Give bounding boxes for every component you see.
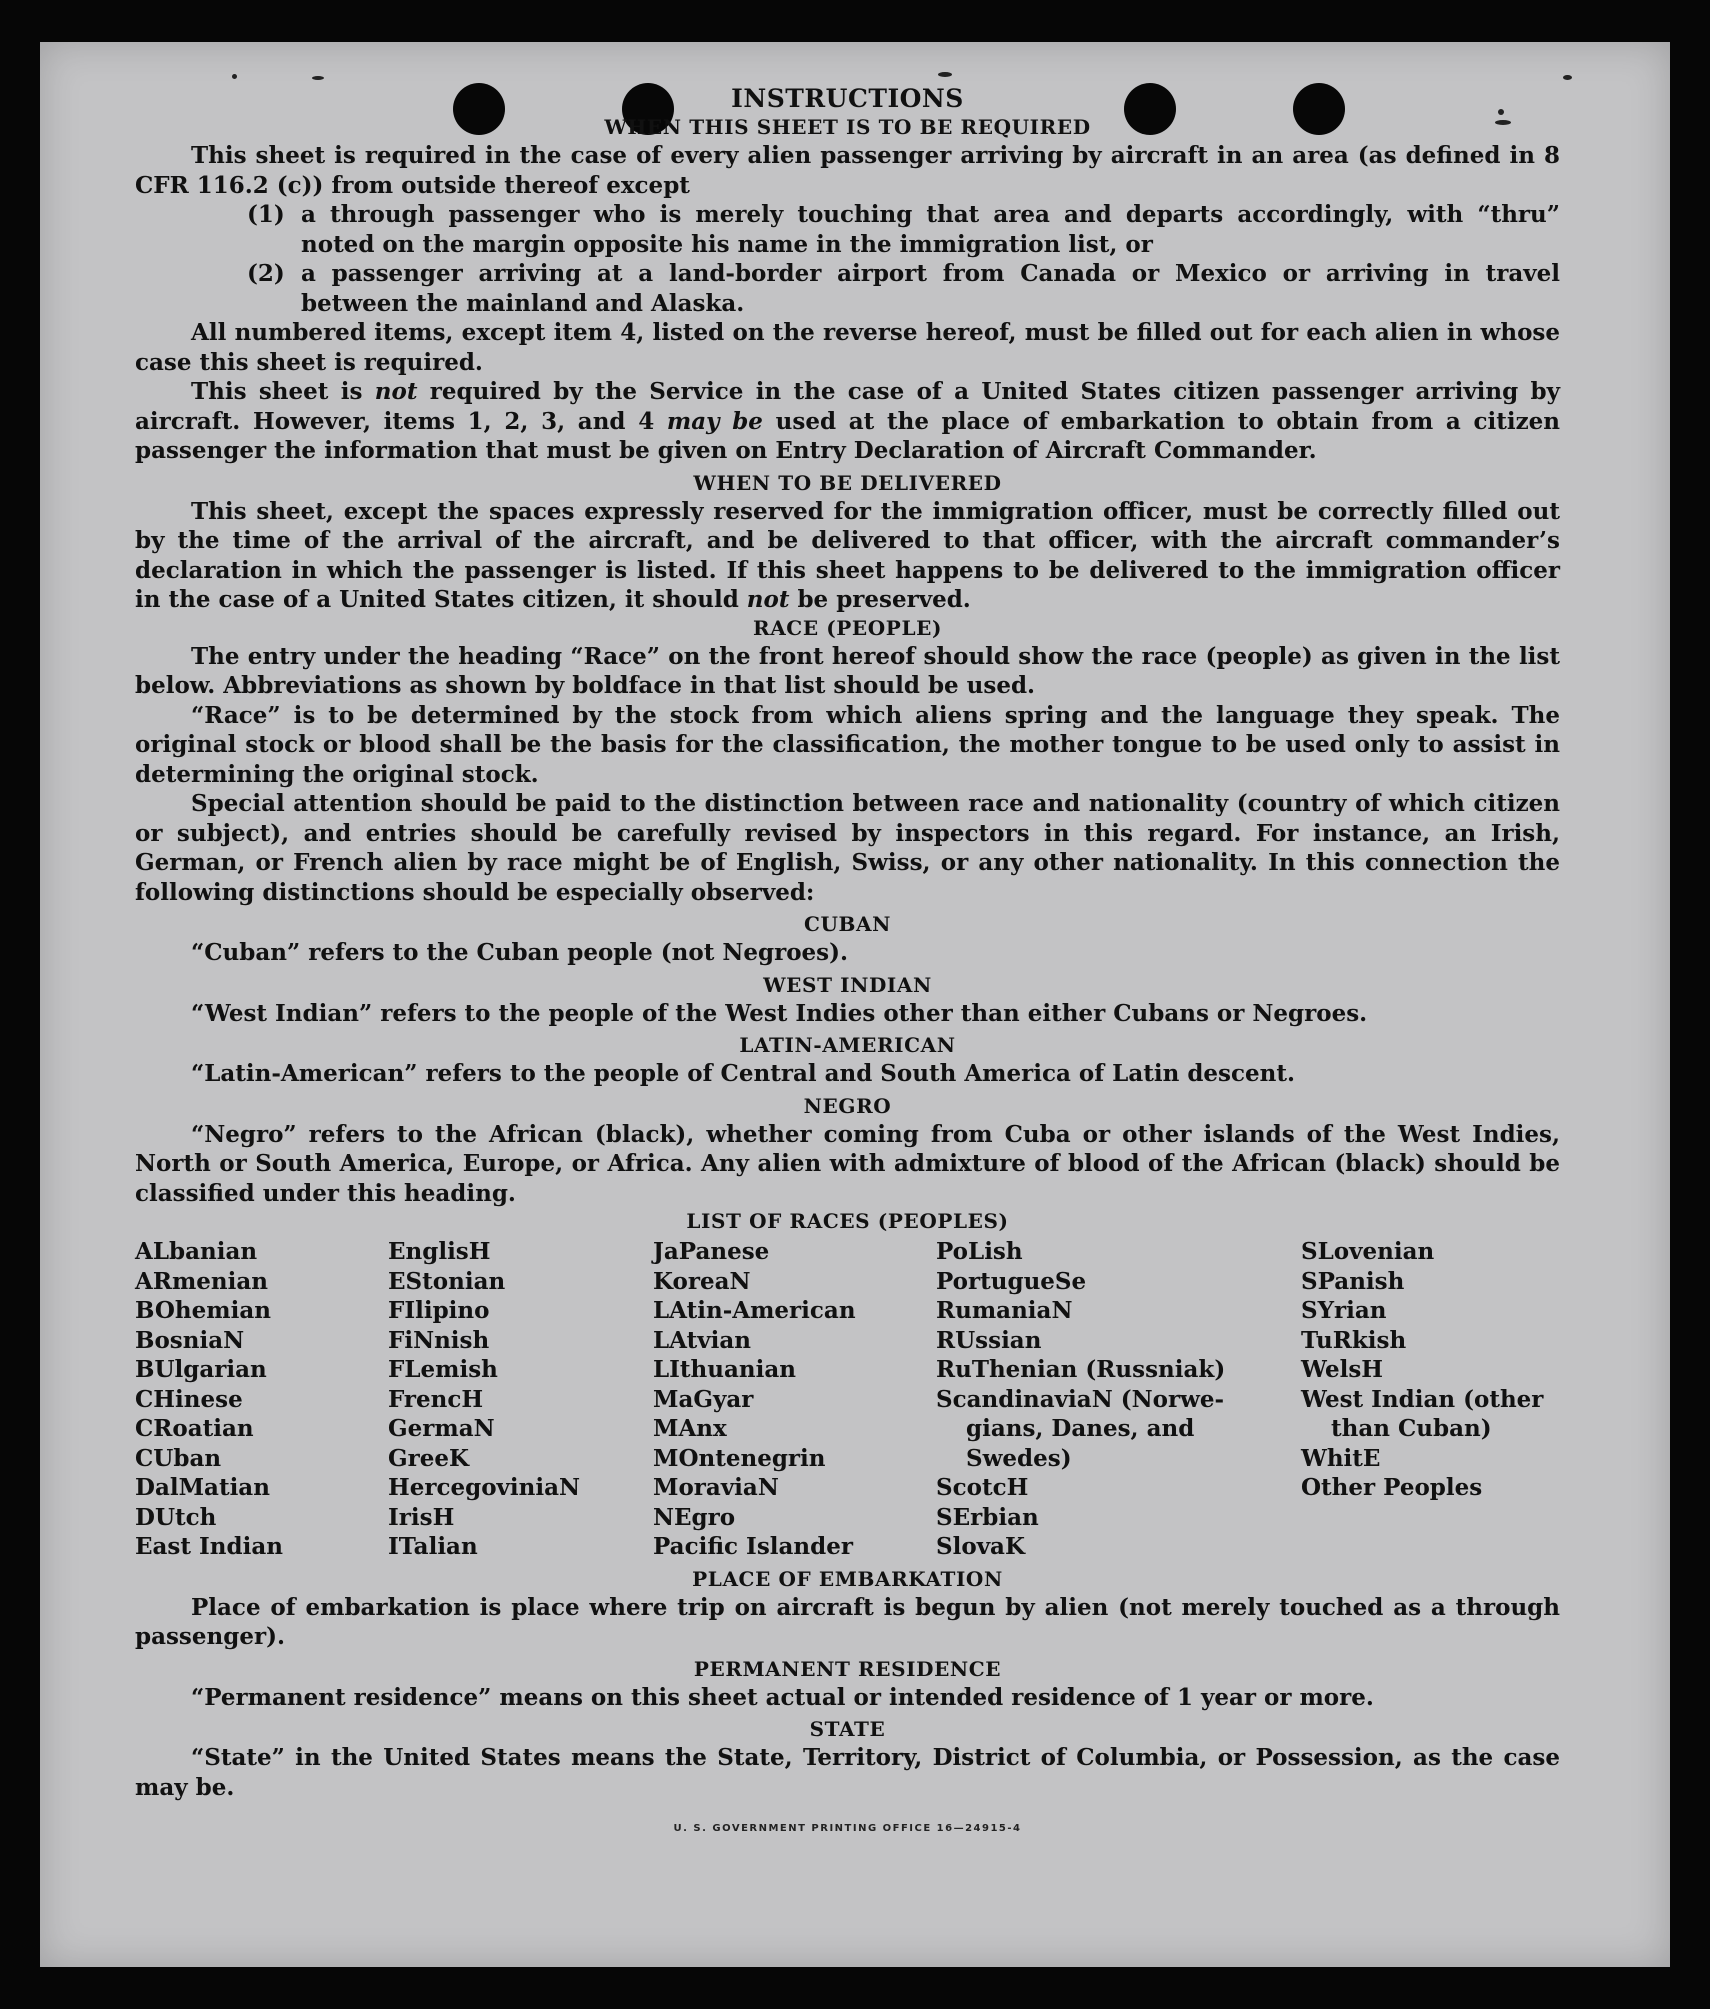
race-item: SErbian [936, 1503, 1039, 1531]
race-item: TuRkish [1301, 1326, 1407, 1354]
race-item: HercegoviniaN [388, 1474, 581, 1501]
race-item: SLovenian [1301, 1238, 1435, 1265]
race-item: FIlipino [388, 1297, 490, 1324]
race-column [936, 1237, 1301, 1562]
race-item: LAtvian [653, 1326, 751, 1354]
race-item: PortugueSe [936, 1267, 1087, 1295]
race-item: PoLish [936, 1238, 1023, 1265]
race-item: JaPanese [653, 1238, 770, 1265]
text-run: This sheet is [191, 378, 375, 405]
race-item: CRoatian [135, 1415, 254, 1442]
race-list [135, 1237, 1560, 1562]
paragraph: “West Indian” refers to the people of the West Indies other than either Cubans or Negroes. [191, 999, 1368, 1027]
item-number: (2) [247, 260, 285, 287]
paragraph: The entry under the heading “Race” on the front hereof should show the race (people) as given in the list below. Abbreviations as shown by boldface in that list should be used. [135, 642, 1560, 699]
race-item: ScotcH [936, 1474, 1029, 1501]
item-text: a passenger arriving at a land-border airport from Canada or Mexico or arriving in travel between the mainland and Alaska. [301, 260, 1560, 317]
item-number: (1) [247, 201, 285, 228]
text-run: This sheet, except the spaces expressly reserved for the immigration officer, must be correctly filled out by the time of the arrival of the aircraft, and be delivered to that officer, with the aircraft commander’s declaration in which the passenger is listed. If this sheet happens to be delivered to the immigration officer in the case of a United States citizen, it should [135, 497, 1560, 613]
race-item: SPanish [1301, 1267, 1405, 1295]
race-item: WhitE [1301, 1444, 1381, 1472]
race-item: West Indian (other [1301, 1385, 1544, 1413]
speck [1563, 75, 1572, 80]
race-item: FLemish [388, 1356, 498, 1383]
paragraph: All numbered items, except item 4, listed on the reverse hereof, must be filled out for each alien in whose case this sheet is required. [135, 319, 1560, 376]
race-item: than Cuban) [1331, 1415, 1492, 1442]
race-item: ITalian [388, 1533, 478, 1560]
heading-list-of-races: LIST OF RACES (PEOPLES) [686, 1209, 1009, 1233]
heading-cuban: CUBAN [803, 912, 892, 936]
race-item: KoreaN [653, 1267, 751, 1295]
text-run: required by the Service in the case of a United States citizen passenger arriving by aircraft. However, items 1, 2, 3, and 4 [135, 378, 1560, 435]
speck [232, 74, 237, 79]
race-item: DUtch [135, 1503, 217, 1531]
race-item: CHinese [135, 1385, 243, 1413]
document-sheet [40, 42, 1670, 1967]
race-item: Other Peoples [1301, 1474, 1483, 1501]
list-item [247, 259, 1560, 318]
heading-race: RACE (PEOPLE) [752, 615, 943, 640]
list-item [247, 200, 1560, 259]
paragraph: “Negro” refers to the African (black), whether coming from Cuba or other islands of the West Indies, North or South America, Europe, or Africa. Any alien with admixture of blood of the African (black) should be classified under this heading. [135, 1120, 1560, 1207]
race-item: Swedes) [966, 1444, 1072, 1472]
race-item: ARmenian [135, 1267, 269, 1295]
page-title: INSTRUCTIONS [731, 84, 964, 113]
paragraph: This sheet is required in the case of every alien passenger arriving by aircraft in an area (as defined in 8 CFR 116.2 (c)) from outside thereof except [135, 142, 1560, 199]
race-item: EnglisH [388, 1238, 491, 1265]
race-item: MAnx [653, 1415, 727, 1442]
heading-permanent-residence: PERMANENT RESIDENCE [693, 1656, 1002, 1681]
race-item: ScandinaviaN (Norwe- [936, 1385, 1225, 1413]
instructions-content [135, 84, 1560, 1844]
race-item: GermaN [388, 1415, 495, 1442]
race-item: IrisH [388, 1503, 455, 1531]
paragraph: Place of embarkation is place where trip on aircraft is begun by alien (not merely touched as a through passenger). [135, 1593, 1560, 1650]
text-run: be preserved. [789, 586, 971, 613]
paragraph: “Cuban” refers to the Cuban people (not Negroes). [191, 939, 849, 966]
race-item: GreeK [388, 1444, 470, 1472]
heading-state: STATE [809, 1717, 886, 1741]
race-item: DalMatian [135, 1474, 270, 1501]
race-item: MOntenegrin [653, 1444, 826, 1472]
paragraph: “Permanent residence” means on this sheet actual or intended residence of 1 year or more. [191, 1683, 1374, 1711]
heading-negro: NEGRO [803, 1093, 892, 1118]
emphasis: may be [666, 407, 763, 435]
race-item: BosniaN [135, 1326, 245, 1354]
race-column [388, 1237, 653, 1562]
speck [938, 72, 952, 77]
paragraph: Special attention should be paid to the distinction between race and nationality (country of which citizen or subject), and entries should be carefully revised by inspectors in this regard. For instance, an Irish, German, or French alien by race might be of English, Swiss, or any other nationality. In this connection the following distinctions should be especially observed: [135, 790, 1560, 906]
paragraph: “Race” is to be determined by the stock from which aliens spring and the language they speak. The original stock or blood shall be the basis for the classification, the mother tongue to be used only to assist in determining the original stock. [135, 701, 1560, 788]
race-item: LIthuanian [653, 1356, 796, 1383]
paragraph [135, 497, 1560, 615]
race-column [653, 1237, 936, 1562]
race-item: SYrian [1301, 1297, 1387, 1324]
race-item: RUssian [936, 1326, 1042, 1354]
race-item: SlovaK [936, 1533, 1025, 1560]
race-item: NEgro [653, 1503, 736, 1531]
heading-when-delivered: WHEN TO BE DELIVERED [693, 470, 1002, 495]
race-column [135, 1237, 388, 1562]
race-item: RumaniaN [936, 1297, 1073, 1324]
heading-when-required: WHEN THIS SHEET IS TO BE REQUIRED [604, 115, 1091, 139]
paragraph: “State” in the United States means the State, Territory, District of Columbia, or Possession, as the case may be. [135, 1744, 1560, 1801]
race-item: CUban [135, 1444, 222, 1472]
race-item: RuThenian (Russniak) [936, 1356, 1226, 1383]
emphasis: not [374, 378, 418, 405]
race-item: FiNnish [388, 1326, 490, 1354]
race-item: BUlgarian [135, 1356, 267, 1383]
text-run: used at the place of embarkation to obtain from a citizen passenger the information that must be given on Entry Declaration of Aircraft Commander. [135, 407, 1561, 464]
speck [312, 76, 324, 80]
heading-latin-american: LATIN-AMERICAN [739, 1033, 956, 1057]
race-item: MaGyar [653, 1385, 754, 1413]
paragraph [135, 377, 1560, 466]
race-item: East Indian [135, 1533, 283, 1560]
race-item: WelsH [1301, 1356, 1384, 1383]
race-item: BOhemian [135, 1297, 271, 1324]
race-item: EStonian [388, 1267, 506, 1295]
item-text: a through passenger who is merely touching that area and departs accordingly, with “thru” noted on the margin opposite his name in the immigration list, or [301, 201, 1560, 258]
race-item: ALbanian [135, 1238, 258, 1265]
race-item: gians, Danes, and [966, 1415, 1195, 1442]
heading-west-indian: WEST INDIAN [763, 972, 932, 997]
printer-imprint: U. S. GOVERNMENT PRINTING OFFICE 16—24915-4 [673, 1823, 1022, 1834]
race-item: Pacific Islander [653, 1533, 853, 1560]
race-item: MoraviaN [653, 1474, 779, 1501]
race-item: FrencH [388, 1385, 484, 1413]
paragraph: “Latin-American” refers to the people of Central and South America of Latin descent. [191, 1060, 1295, 1087]
emphasis: not [746, 586, 790, 613]
race-item: LAtin-American [653, 1297, 856, 1324]
heading-place-of-embarkation: PLACE OF EMBARKATION [692, 1566, 1003, 1591]
race-column [1301, 1237, 1560, 1562]
